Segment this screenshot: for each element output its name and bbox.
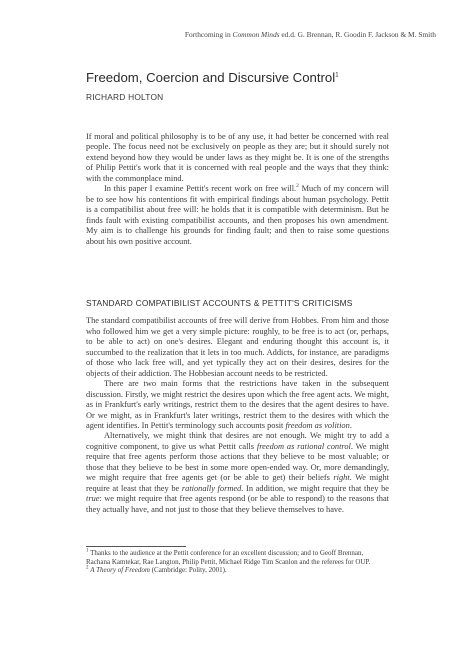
section-paragraph-3-text-b: . We might require that free agents perform those actions that they believe to be most valuable; or those that they believe to be best in some more open-ended way. Or, more demandingly, we might require that free agents get (or be able to get) their beliefs <box>86 441 390 483</box>
footnote-marker-1[interactable]: 1 <box>335 72 339 79</box>
footnote-divider <box>86 546 186 547</box>
introduction <box>86 132 389 247</box>
paper-title <box>86 70 339 85</box>
section-paragraph-2-text-a: There are two main forms that the restrictions have taken in the subsequent discussion. Firstly, we might restrict the desires upon which the free agent acts. We might, as in Frankfurt's early writings, restrict them to the desires that the agent desires to have. Or we might, as in Frankfurt's later writings, restrict them to the desires with which the agent identifies. In Pettit's terminology such accounts posit <box>86 379 389 430</box>
term-freedom-as-volition: freedom as volition <box>285 420 350 430</box>
section-paragraph-3 <box>86 431 389 515</box>
intro-paragraph-2-text-b: Much of my concern will be to see how his contentions fit with empirical findings about human psychology. Pettit is a compatibilist about free will: he holds that it is compatible with determinism. But he finds fault with existing compatibilist accounts, and then proposes his own amendment. My aim is to challenge his grounds for finding fault; and then to raise some questions about his own positive account. <box>86 184 389 246</box>
author-name: RICHARD HOLTON <box>86 92 164 102</box>
section-paragraph-3-text-d: . In addition, we might require that they be <box>241 483 389 493</box>
section-paragraph-1: The standard compatibilist accounts of free will derive from Hobbes. From him and those who followed him we get a very simple picture: roughly, to be free is to act (or, perhaps, to be able to act) on one's desires. Elegant and enduring thought this account is, it succumbed to the realization that it lets in too much. Addicts, for instance, are paradigms of those who lack free will, and yet typically they act on their desires, desires for the objects of their addiction. The Hobbesian account needs to be restricted. <box>86 316 389 378</box>
paper-title-text: Freedom, Coercion and Discursive Control <box>86 70 336 85</box>
publication-note <box>185 30 436 39</box>
footnote-2-book-title: A Theory of Freedom <box>90 566 150 575</box>
section-heading: STANDARD COMPATIBILIST ACCOUNTS & PETTIT'S CRITICISMS <box>86 298 353 308</box>
term-freedom-as-rational-control: freedom as rational control <box>256 441 351 451</box>
publication-prefix: Forthcoming in <box>184 30 233 39</box>
footnote-2-text: (Cambridge: Polity, 2001). <box>149 566 227 575</box>
footnote-2 <box>86 566 389 575</box>
intro-paragraph-2-text-a: In this paper I examine Pettit's recent work on free will. <box>104 184 297 194</box>
intro-paragraph-2 <box>86 184 389 247</box>
section-paragraph-2 <box>86 379 389 431</box>
intro-paragraph-1: If moral and political philosophy is to be of any use, it had better be concerned with real people. The focus need not be exclusively on people as they are; but it should surely not extend beyond how they would be under laws as they might be. It is one of the strengths of Philip Pettit's work that it is concerned with real people and the ways that they think: with the commonplace mind. <box>86 132 389 183</box>
footnote-marker-2[interactable]: 2 <box>296 183 299 190</box>
publication-editors: ed.d. G. Brennan, R. Goodin F. Jackson & M. Smith <box>279 30 436 39</box>
footnotes <box>86 549 389 575</box>
footnote-2-marker: 2 <box>86 566 89 572</box>
emphasis-true: true <box>86 494 100 504</box>
journal-title: Common Minds <box>232 30 280 39</box>
footnote-1-text: Thanks to the audience at the Pettit conference for an excellent discussion; and to Geoff Brennan, Rachana Kamtekar, Rae Langton, Philip Pettit, Michael Ridge Tim Scanlon and the referees for OUP. <box>86 549 371 566</box>
section-paragraph-3-text-e: : we might require that free agents respond (or be able to respond) to the reasons that they actually have, and not just to those that they believe themselves to have. <box>86 494 389 514</box>
footnote-1 <box>86 549 389 566</box>
section-paragraph-3-text-a: Alternatively, we might think that desires are not enough. We might try to add a cognitive component, to give us what Pettit calls <box>86 431 389 451</box>
footnote-1-marker: 1 <box>86 548 89 554</box>
emphasis-rationally-formed: rationally formed <box>181 483 242 493</box>
section-compatibilist-accounts <box>86 298 389 515</box>
section-paragraph-3-text-c: . We might require at least that they be <box>86 473 390 493</box>
section-paragraph-2-text-b: . <box>349 420 352 430</box>
emphasis-right: right <box>333 473 350 483</box>
